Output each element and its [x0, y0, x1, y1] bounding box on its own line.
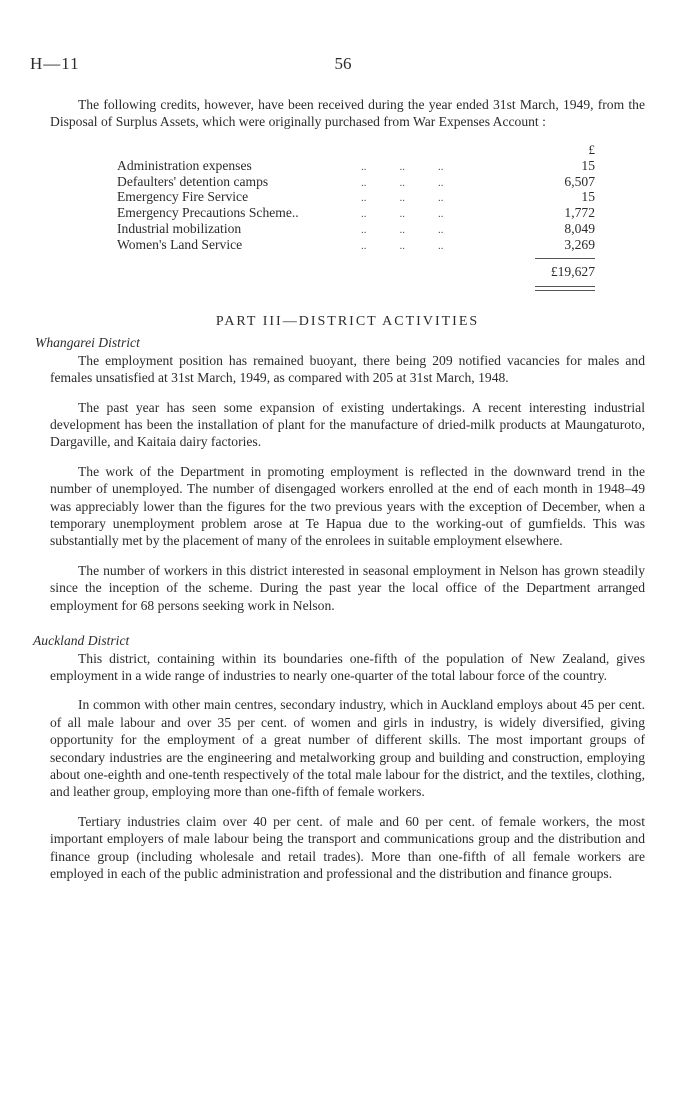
- credit-rows: [117, 157, 595, 252]
- credit-row: [117, 236, 595, 252]
- leader-dots: .. .. ..: [361, 160, 444, 173]
- credit-label: Emergency Precautions Scheme..: [117, 205, 299, 221]
- credit-row: [117, 188, 595, 204]
- leader-dots: .. .. ..: [361, 176, 444, 189]
- credits-table: [117, 141, 595, 291]
- whangarei-paragraph: The past year has seen some expansion of existing undertakings. A recent interesting industrial development has been the installation of plant for the manufacture of dried-milk products at Maungaturoto, Dargaville, and Kaitaia dairy factories.: [50, 399, 645, 450]
- page-header: [0, 54, 700, 76]
- credit-label: Women's Land Service: [117, 236, 243, 252]
- credits-total: £19,627: [535, 258, 595, 280]
- credit-row: [117, 220, 595, 236]
- auckland-paragraph: In common with other main centres, secondary industry, which in Auckland employs about 45 per cent. of all male labour and over 35 per cent. of women and girls in industry, is widely diversified, giving opportunity for the employment of a great number of different skills. The most important groups of secondary industries are the engineering and metalworking group and building and construction, employing about one-eighth and one-tenth respectively of the total male labour for the district, and the textiles, clothing, and leather group, employing more than one-fifth of female workers.: [50, 697, 645, 800]
- credit-label: Defaulters' detention camps: [117, 173, 269, 189]
- credit-amount: 6,507: [564, 173, 595, 189]
- auckland-paragraph: This district, containing within its boundaries one-fifth of the population of New Zealand, gives employment in a wide range of industries to nearly one-quarter of the total labour force of the country.: [50, 650, 645, 683]
- whangarei-paragraph: The work of the Department in promoting employment is reflected in the downward trend in the number of unemployed. The number of disengaged workers enrolled at the end of each month in 1948–49 was appreciably lower than the figures for the two previous years with the exception of December, when a temporary unemployment problem arose at Te Hapua due to the working-out of gumfields. This was substantially met by the placement of many of the enrolees in suitable employment elsewhere.: [50, 463, 645, 549]
- document-reference: H—11: [30, 54, 80, 73]
- total-double-rule: [535, 286, 595, 291]
- page-number: 56: [334, 54, 352, 73]
- leader-dots: .. .. ..: [361, 192, 444, 205]
- credit-label: Administration expenses: [117, 157, 252, 173]
- district-heading-whangarei: Whangarei District: [35, 335, 140, 351]
- leader-dots: .. .. ..: [361, 208, 444, 221]
- credit-amount: 1,772: [564, 205, 595, 221]
- intro-paragraph: The following credits, however, have been received during the year ended 31st March, 1949, from the Disposal of Surplus Assets, which were originally purchased from War Expenses Account :: [50, 97, 645, 130]
- part-heading: PART III—DISTRICT ACTIVITIES: [215, 314, 480, 329]
- credit-row: [117, 173, 595, 189]
- currency-symbol: £: [588, 141, 595, 157]
- credit-label: Industrial mobilization: [117, 221, 242, 236]
- credit-label: Emergency Fire Service: [117, 189, 249, 205]
- credit-amount: 8,049: [564, 221, 595, 236]
- credit-row: [117, 157, 595, 173]
- credit-amount: 15: [581, 157, 595, 173]
- credit-amount: 3,269: [564, 236, 595, 252]
- auckland-paragraph: Tertiary industries claim over 40 per cent. of male and 60 per cent. of female workers, the most important employers of male labour being the transport and communications group and the distribution and finance group (including wholesale and retail trades). More than one-fifth of all female workers are employed in each of the public administration and professional and the distribution and finance groups.: [50, 813, 645, 881]
- credit-row: [117, 204, 595, 220]
- whangarei-paragraph: The number of workers in this district interested in seasonal employment in Nelson has grown steadily since the inception of the scheme. During the past year the local office of the Department arranged employment for 68 persons seeking work in Nelson.: [50, 562, 645, 613]
- credit-amount: 15: [581, 189, 595, 205]
- whangarei-paragraph: The employment position has remained buoyant, there being 209 notified vacancies for males and females unsatisfied at 31st March, 1949, as compared with 205 at 31st March, 1948.: [50, 352, 645, 386]
- leader-dots: .. .. ..: [361, 224, 444, 236]
- district-heading-auckland: Auckland District: [33, 633, 130, 649]
- leader-dots: .. .. ..: [361, 239, 444, 252]
- page-body: [33, 96, 645, 882]
